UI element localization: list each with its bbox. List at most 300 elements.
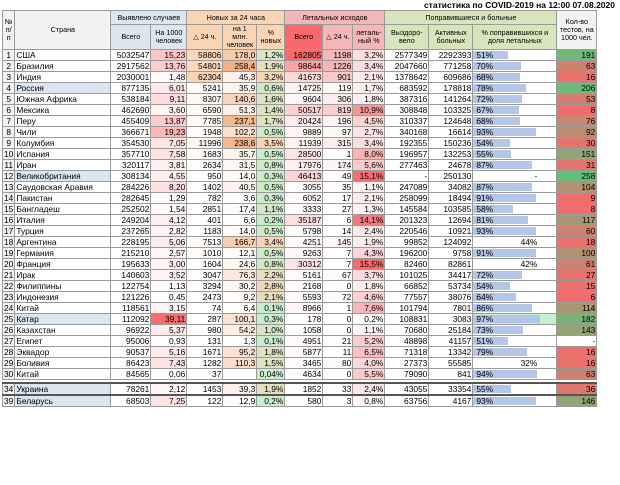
cases-per-1000: 0,45 — [151, 292, 187, 303]
total-cases: 90537 — [111, 347, 151, 358]
deaths-24h: 0 — [323, 314, 353, 325]
table-row — [3, 281, 597, 292]
recovered-pct-cell — [473, 171, 557, 182]
tests-per-1000: 182 — [557, 314, 597, 325]
lethal-pct: 1,7% — [353, 83, 385, 94]
deaths-total: 3465 — [285, 358, 323, 369]
tests-per-1000: 117 — [557, 215, 597, 226]
new-per-mln: 30,2 — [223, 281, 257, 292]
lethal-pct: 1,8% — [353, 94, 385, 105]
recovered-pct-cell — [473, 215, 557, 226]
tests-per-1000: 9 — [557, 193, 597, 204]
recovered-pct-cell — [473, 314, 557, 325]
country-name: Пакистан — [15, 193, 111, 204]
tests-per-1000: 143 — [557, 325, 597, 336]
table-row — [3, 215, 597, 226]
cases-per-1000: 13,87 — [151, 116, 187, 127]
cases-per-1000: 4,55 — [151, 171, 187, 182]
total-cases: 357710 — [111, 149, 151, 160]
new-per-mln: 54,2 — [223, 325, 257, 336]
recovered-pct-label: 44% — [520, 237, 538, 247]
new-24h: 6590 — [187, 105, 223, 116]
recovered-pct-cell — [473, 127, 557, 138]
lethal-pct: 2,4% — [353, 383, 385, 395]
cases-per-1000: 3,00 — [151, 259, 187, 270]
new-per-mln: 6,4 — [223, 303, 257, 314]
row-number: 20 — [4, 259, 14, 269]
new-pct: 0,5% — [257, 226, 285, 237]
active-count: 771258 — [429, 61, 473, 72]
new-pct: 2,1% — [257, 292, 285, 303]
row-number: 28 — [4, 347, 14, 357]
deaths-24h: 14 — [323, 226, 353, 237]
deaths-24h: 174 — [323, 160, 353, 171]
deaths-24h: 35 — [323, 182, 353, 193]
new-pct: 2,2% — [257, 270, 285, 281]
row-number: 10 — [4, 149, 14, 159]
recovered-pct-cell — [473, 138, 557, 149]
lethal-pct: 4,3% — [353, 248, 385, 259]
lethal-pct: 0,2% — [353, 314, 385, 325]
table-row — [3, 226, 597, 237]
lethal-pct: 3,4% — [353, 138, 385, 149]
tests-per-1000: 191 — [557, 50, 597, 61]
lethal-pct: 5,5% — [353, 369, 385, 380]
tests-per-1000: 206 — [557, 83, 597, 94]
recovered-pct-label: 87% — [476, 182, 494, 192]
lethal-pct: 4,5% — [353, 116, 385, 127]
lethal-pct: 5,2% — [353, 336, 385, 347]
tests-per-1000: 63 — [557, 61, 597, 72]
active-count: 10921 — [429, 226, 473, 237]
tests-per-1000: 27 — [557, 270, 597, 281]
new-24h: 1010 — [187, 248, 223, 259]
recovered-pct-label: 51% — [476, 336, 494, 346]
new-per-mln: 14,0 — [223, 171, 257, 182]
table-row — [3, 383, 597, 395]
recovered-pct-label: 54% — [476, 138, 494, 148]
new-24h: 5241 — [187, 83, 223, 94]
recovered-pct-label: 55% — [476, 384, 494, 394]
deaths-24h: 306 — [323, 94, 353, 105]
active-count: 9758 — [429, 248, 473, 259]
new-24h: 11996 — [187, 138, 223, 149]
new-per-mln: 178,0 — [223, 50, 257, 61]
recovered-pct-cell — [473, 116, 557, 127]
new-24h: 3047 — [187, 270, 223, 281]
active-count: 82861 — [429, 259, 473, 270]
recovered-pct-cell — [473, 105, 557, 116]
col-num-header: № п/п — [3, 11, 15, 50]
cases-per-1000: 3,81 — [151, 160, 187, 171]
lethal-pct: 2,1% — [353, 193, 385, 204]
deaths-total: 35187 — [285, 215, 323, 226]
cases-per-1000: 9,11 — [151, 94, 187, 105]
tests-per-1000: 30 — [557, 138, 597, 149]
active-count: 34082 — [429, 182, 473, 193]
deaths-24h: 11 — [323, 347, 353, 358]
recovered-count: 2047660 — [385, 61, 429, 72]
cases-per-1000: 39,11 — [151, 314, 187, 325]
recovered-count: 99852 — [385, 237, 429, 248]
recovered-pct-label: 58% — [476, 204, 494, 214]
recovered-pct-cell — [473, 270, 557, 281]
recovered-pct-label: 70% — [476, 61, 494, 71]
tests-per-1000: 114 — [557, 303, 597, 314]
tests-per-1000: 60 — [557, 226, 597, 237]
recovered-pct-label: 54% — [476, 281, 494, 291]
new-24h: 1671 — [187, 347, 223, 358]
recovered-count: 308848 — [385, 105, 429, 116]
country-name: Иран — [15, 160, 111, 171]
row-number: 17 — [4, 226, 14, 236]
deaths-total: 162805 — [285, 50, 323, 61]
deaths-total: 178 — [285, 314, 323, 325]
deaths-total: 8966 — [285, 303, 323, 314]
recovered-pct-cell — [473, 72, 557, 83]
recovered-pct-cell — [473, 182, 557, 193]
new-pct: 0,8% — [257, 259, 285, 270]
row-number: 6 — [3, 105, 15, 116]
active-count: 33354 — [429, 383, 473, 395]
new-24h: 1948 — [187, 127, 223, 138]
new-24h: 62304 — [187, 72, 223, 83]
active-count: 103325 — [429, 105, 473, 116]
recovered-pct-cell — [473, 248, 557, 259]
row-number: 9 — [3, 138, 15, 149]
new-pct: 0,3% — [257, 314, 285, 325]
new-24h: 1604 — [187, 259, 223, 270]
total-cases: 195633 — [111, 259, 151, 270]
cases-per-1000: 3,52 — [151, 270, 187, 281]
deaths-24h: 1198 — [323, 50, 353, 61]
table-row — [3, 72, 597, 83]
recovered-count: 340168 — [385, 127, 429, 138]
total-cases: 122754 — [111, 281, 151, 292]
tests-per-1000: 15 — [557, 281, 597, 292]
recovered-pct-label: 79% — [476, 347, 494, 357]
col-deaths-pct: леталь- ный % — [353, 25, 385, 50]
col-tests-header: Кол-во тестов, на 1000 чел. — [557, 11, 597, 50]
deaths-24h: 901 — [323, 72, 353, 83]
country-name: Катар — [15, 314, 111, 325]
active-count: 24678 — [429, 160, 473, 171]
recovered-pct-cell — [473, 226, 557, 237]
active-count: 132253 — [429, 149, 473, 160]
table-row — [3, 303, 597, 314]
recovered-count: 196200 — [385, 248, 429, 259]
row-number: 3 — [3, 72, 15, 83]
active-count: 250130 — [429, 171, 473, 182]
active-count: 178818 — [429, 83, 473, 94]
country-name: Колумбия — [15, 138, 111, 149]
recovered-pct-cell — [473, 50, 557, 61]
deaths-24h: 33 — [323, 383, 353, 395]
table-row — [3, 116, 597, 127]
deaths-24h: 1 — [323, 303, 353, 314]
cases-per-1000: 5,16 — [151, 347, 187, 358]
new-pct: 0,04% — [257, 369, 285, 380]
recovered-count: 247089 — [385, 182, 429, 193]
country-name: Италия — [15, 215, 111, 226]
new-per-mln: 102,2 — [223, 127, 257, 138]
table-row — [3, 83, 597, 94]
deaths-total: 4634 — [285, 369, 323, 380]
col-deaths-header: Летальных исходов — [285, 11, 385, 25]
deaths-24h: 1226 — [323, 61, 353, 72]
row-number: 16 — [4, 215, 14, 225]
deaths-24h: 72 — [323, 292, 353, 303]
tests-per-1000: 92 — [557, 127, 597, 138]
table-row — [3, 270, 597, 281]
recovered-pct-cell — [473, 160, 557, 171]
col-deaths-delta: △ 24 ч. — [323, 25, 353, 50]
row-number: 15 — [4, 204, 14, 214]
recovered-count: 277463 — [385, 160, 429, 171]
country-name: Южная Африка — [15, 94, 111, 105]
table-row — [3, 160, 597, 171]
new-24h: 1453 — [187, 383, 223, 395]
recovered-pct-label: - — [534, 171, 538, 181]
deaths-24h: 21 — [323, 336, 353, 347]
tests-per-1000: 104 — [557, 182, 597, 193]
row-number: 22 — [4, 281, 14, 291]
deaths-total: 14725 — [285, 83, 323, 94]
new-24h: 3294 — [187, 281, 223, 292]
new-24h: 131 — [187, 336, 223, 347]
recovered-pct-cell — [473, 347, 557, 358]
cases-per-1000: 15,23 — [151, 50, 187, 61]
lethal-pct: 10,9% — [353, 105, 385, 116]
recovered-pct-cell — [473, 237, 557, 248]
country-name: Россия — [15, 83, 111, 94]
lethal-pct: 2,1% — [353, 72, 385, 83]
new-pct: 0,5% — [257, 149, 285, 160]
deaths-24h: 80 — [323, 358, 353, 369]
recovered-count: 101794 — [385, 303, 429, 314]
country-name: Бразилия — [15, 61, 111, 72]
country-name: Бангладеш — [15, 204, 111, 215]
table-row — [3, 259, 597, 270]
cases-per-1000: 7,05 — [151, 138, 187, 149]
deaths-24h: 315 — [323, 138, 353, 149]
recovered-pct-cell — [473, 259, 557, 270]
new-pct: 1,7% — [257, 116, 285, 127]
recovered-pct-cell — [473, 292, 557, 303]
tests-per-1000: 76 — [557, 116, 597, 127]
total-cases: 366671 — [111, 127, 151, 138]
country-name: Франция — [15, 259, 111, 270]
new-per-mln: 166,7 — [223, 237, 257, 248]
deaths-total: 4251 — [285, 237, 323, 248]
row-number: 24 — [4, 303, 14, 313]
cases-per-1000: 5,37 — [151, 325, 187, 336]
new-pct: 1,4% — [257, 105, 285, 116]
deaths-total: 4951 — [285, 336, 323, 347]
new-pct: 3,4% — [257, 237, 285, 248]
active-count: 7801 — [429, 303, 473, 314]
cases-per-1000: 0,06 — [151, 369, 187, 380]
new-pct: 1,2% — [257, 50, 285, 61]
lethal-pct: 1,8% — [353, 281, 385, 292]
recovered-count: 683592 — [385, 83, 429, 94]
tests-per-1000: 100 — [557, 248, 597, 259]
cases-per-1000: 13,76 — [151, 61, 187, 72]
active-count: 13342 — [429, 347, 473, 358]
recovered-count: 145584 — [385, 204, 429, 215]
recovered-pct-cell — [473, 325, 557, 336]
deaths-total: 46413 — [285, 171, 323, 182]
country-name: Индия — [15, 72, 111, 83]
cases-per-1000: 19,23 — [151, 127, 187, 138]
new-pct: 0,1% — [257, 336, 285, 347]
new-pct: 1,1% — [257, 204, 285, 215]
deaths-24h: 0 — [323, 281, 353, 292]
total-cases: 5032547 — [111, 50, 151, 61]
new-per-mln: 110,3 — [223, 358, 257, 369]
table-row — [3, 105, 597, 116]
country-name: Аргентина — [15, 237, 111, 248]
col-new-pct: % новых — [257, 25, 285, 50]
deaths-total: 2168 — [285, 281, 323, 292]
active-count: 103585 — [429, 204, 473, 215]
recovered-pct-cell — [473, 358, 557, 369]
row-number: 14 — [4, 193, 14, 203]
row-number: 34 — [4, 384, 14, 394]
new-pct: 1,6% — [257, 94, 285, 105]
row-number: 5 — [3, 94, 15, 105]
tests-per-1000: 53 — [557, 94, 597, 105]
total-cases: 320117 — [111, 160, 151, 171]
country-name: Боливия — [15, 358, 111, 369]
row-number: 30 — [4, 369, 14, 379]
table-row — [3, 182, 597, 193]
new-per-mln — [223, 369, 257, 380]
new-per-mln: 24,6 — [223, 259, 257, 270]
active-count: 2292393 — [429, 50, 473, 61]
deaths-24h: 145 — [323, 237, 353, 248]
total-cases: 121226 — [111, 292, 151, 303]
deaths-total: 5161 — [285, 270, 323, 281]
total-cases: 112092 — [111, 314, 151, 325]
country-name: Китай — [15, 369, 111, 380]
row-number: 19 — [4, 248, 14, 258]
recovered-count: 70680 — [385, 325, 429, 336]
new-pct: 0,3% — [257, 193, 285, 204]
recovered-count: 48898 — [385, 336, 429, 347]
recovered-pct-label: 67% — [476, 105, 494, 115]
new-pct: 0,3% — [257, 171, 285, 182]
col-new24-header: Новых за 24 часа — [187, 11, 285, 25]
recovered-pct-label: 91% — [476, 248, 494, 258]
row-number: 21 — [4, 270, 14, 280]
new-per-mln: 9,2 — [223, 292, 257, 303]
sheet-title: статистика по COVID-2019 на 12:00 07.08.2020 — [423, 0, 615, 10]
cases-per-1000: 3,15 — [151, 303, 187, 314]
new-pct: 0,8% — [257, 160, 285, 171]
active-count: 841 — [429, 369, 473, 380]
country-name: Чили — [15, 127, 111, 138]
deaths-24h: 819 — [323, 105, 353, 116]
deaths-total: 5593 — [285, 292, 323, 303]
new-24h: 950 — [187, 171, 223, 182]
new-24h: 1282 — [187, 358, 223, 369]
new-24h: 58806 — [187, 50, 223, 61]
new-per-mln: 17,4 — [223, 204, 257, 215]
cases-per-1000: 7,43 — [151, 358, 187, 369]
active-count: 38076 — [429, 292, 473, 303]
lethal-pct: 6,5% — [353, 347, 385, 358]
new-24h: 1402 — [187, 182, 223, 193]
total-cases: 308134 — [111, 171, 151, 182]
total-cases: 95006 — [111, 336, 151, 347]
total-cases: 237265 — [111, 226, 151, 237]
new-per-mln: 100,1 — [223, 314, 257, 325]
total-cases: 249204 — [111, 215, 151, 226]
lethal-pct: 1,1% — [353, 325, 385, 336]
new-24h: 37 — [187, 369, 223, 380]
active-count: 12694 — [429, 215, 473, 226]
country-name: Индонезия — [15, 292, 111, 303]
row-number: 39 — [4, 396, 14, 406]
recovered-count: 71318 — [385, 347, 429, 358]
deaths-total: 3333 — [285, 204, 323, 215]
total-cases: 140603 — [111, 270, 151, 281]
new-per-mln: 95,2 — [223, 347, 257, 358]
recovered-count: 77557 — [385, 292, 429, 303]
lethal-pct: 4,6% — [353, 292, 385, 303]
new-24h: 7513 — [187, 237, 223, 248]
recovered-pct-label: 78% — [476, 83, 494, 93]
table-row — [3, 204, 597, 215]
recovered-pct-cell — [473, 204, 557, 215]
col-detected-total: Всего — [111, 25, 151, 50]
recovered-pct-cell — [473, 336, 557, 347]
deaths-total: 5877 — [285, 347, 323, 358]
deaths-24h: 67 — [323, 270, 353, 281]
new-per-mln: 12,9 — [223, 395, 257, 407]
new-24h: 287 — [187, 314, 223, 325]
table-body — [3, 50, 597, 407]
cases-per-1000: 5,06 — [151, 237, 187, 248]
deaths-24h: 196 — [323, 116, 353, 127]
table-row — [3, 347, 597, 358]
recovered-pct-label: 93% — [476, 226, 494, 236]
cases-per-1000: 1,29 — [151, 193, 187, 204]
recovered-count: 82460 — [385, 259, 429, 270]
recovered-pct-label: 73% — [476, 325, 494, 335]
row-number: 18 — [4, 237, 14, 247]
new-24h: 8307 — [187, 94, 223, 105]
row-number: 23 — [4, 292, 14, 302]
recovered-pct-cell — [473, 369, 557, 380]
recovered-pct-label: 91% — [476, 193, 494, 203]
cases-per-1000: 0,93 — [151, 336, 187, 347]
lethal-pct: 8,0% — [353, 149, 385, 160]
new-pct: 2,8% — [257, 281, 285, 292]
total-cases: 96922 — [111, 325, 151, 336]
covid-table — [2, 10, 597, 407]
country-name: Филиппины — [15, 281, 111, 292]
tests-per-1000: 61 — [557, 259, 597, 270]
tests-per-1000: - — [557, 336, 597, 347]
deaths-total: 50517 — [285, 105, 323, 116]
cases-per-1000: 1,54 — [151, 204, 187, 215]
new-pct: 3,2% — [257, 72, 285, 83]
deaths-total: 98644 — [285, 61, 323, 72]
recovered-pct-cell — [473, 193, 557, 204]
country-name: Беларусь — [15, 395, 111, 407]
